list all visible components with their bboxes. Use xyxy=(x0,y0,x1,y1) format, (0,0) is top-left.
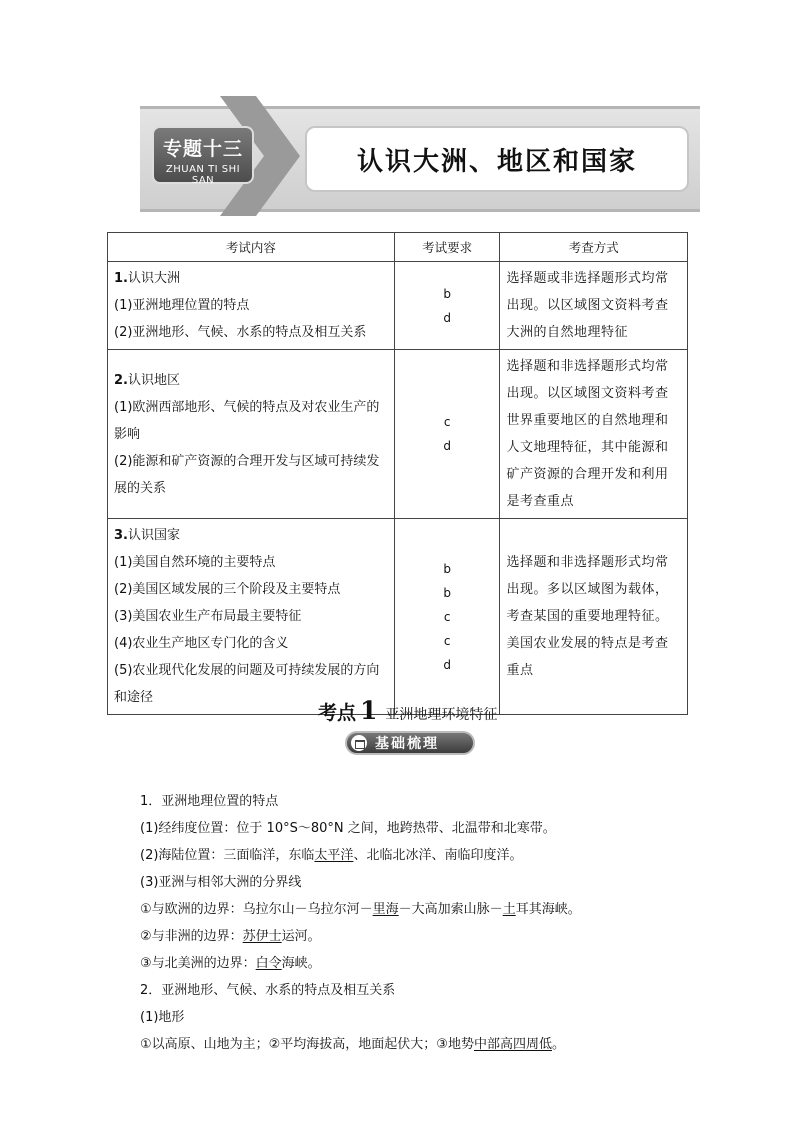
section-title: 亚洲地理环境特征 xyxy=(385,707,498,723)
topic-tag xyxy=(152,126,254,184)
content-line: (2)海陆位置：三面临洋，东临太平洋、北临北冰洋、南临印度洋。 xyxy=(140,848,523,863)
method-cell: 选择题和非选择题形式均常出现。以区域图文资料考查世界重要地区的自然地理和人文地理特征，其中能源和矿产资源的合理开发和利用是考查重点 xyxy=(500,350,688,519)
underlined-answer: 太平洋 xyxy=(314,848,354,863)
content-line: ③与北美洲的边界：白令海峡。 xyxy=(140,956,321,971)
requirement-level: d xyxy=(443,657,451,672)
topic-title-box xyxy=(305,126,689,192)
topic-tag-pinyin: ZHUAN TI SHI SAN xyxy=(165,164,241,186)
content-item: (2)美国区域发展的三个阶段及主要特点 xyxy=(114,582,341,597)
content-item: (2)能源和矿产资源的合理开发与区域可持续发展的关系 xyxy=(114,453,380,496)
section-label: 考点 xyxy=(318,702,357,724)
underlined-answer: 里海 xyxy=(372,902,399,917)
requirement-level: d xyxy=(443,439,451,453)
book-icon xyxy=(351,735,367,751)
basics-pill xyxy=(345,731,475,755)
requirement-level: b xyxy=(443,561,451,576)
row-heading: 3.认识国家 xyxy=(114,528,180,543)
column-header-requirement: 考试要求 xyxy=(394,233,500,262)
table-row xyxy=(108,262,688,350)
content-item: (1)亚洲地理位置的特点 xyxy=(114,298,250,313)
method-cell: 选择题或非选择题形式均常出现。以区域图文资料考查大洲的自然地理特征 xyxy=(500,262,688,350)
requirement-level: b xyxy=(443,286,451,301)
table-row xyxy=(108,350,688,519)
requirement-level: c xyxy=(443,633,451,648)
requirement-level: b xyxy=(443,585,451,600)
requirement-level: c xyxy=(443,609,451,624)
requirement-cell xyxy=(394,519,500,715)
column-header-method: 考查方式 xyxy=(500,233,688,262)
content-line: ①与欧洲的边界：乌拉尔山－乌拉尔河－里海－大高加索山脉－土耳其海峡。 xyxy=(140,902,581,917)
content-line: (3)亚洲与相邻大洲的分界线 xyxy=(140,875,302,890)
section-heading xyxy=(318,696,497,725)
content-item: (5)农业现代化发展的问题及可持续发展的方向和途径 xyxy=(114,663,380,705)
underlined-answer: 中部高四周低 xyxy=(473,1037,552,1052)
requirement-level: c xyxy=(443,415,451,429)
content-item: (2)亚洲地形、气候、水系的特点及相互关系 xyxy=(114,325,367,340)
content-item: (1)欧洲西部地形、气候的特点及对农业生产的影响 xyxy=(114,399,380,442)
table-row xyxy=(108,519,688,715)
topic-tag-label: 专题十三 xyxy=(162,138,243,160)
exam-requirements-table xyxy=(107,232,688,715)
topic-banner xyxy=(140,96,700,216)
column-header-content: 考试内容 xyxy=(108,233,395,262)
basics-pill-label: 基础梳理 xyxy=(375,736,439,752)
content-line: (1)经纬度位置：位于 10°S～80°N 之间，地跨热带、北温带和北寒带。 xyxy=(140,821,556,836)
row-heading: 1.认识大洲 xyxy=(114,271,180,286)
content-cell xyxy=(108,519,395,715)
underlined-answer: 苏伊士 xyxy=(242,929,282,944)
method-cell: 选择题和非选择题形式均常出现。多以区域图为载体，考查某国的重要地理特征。美国农业发展的特点是考查重点 xyxy=(500,519,688,715)
underlined-answer: 土 xyxy=(502,902,516,917)
content-line: ②与非洲的边界：苏伊士运河。 xyxy=(140,929,321,944)
content-cell xyxy=(108,262,395,350)
page-title: 认识大洲、地区和国家 xyxy=(356,146,637,177)
underlined-answer: 白令 xyxy=(255,956,282,971)
content-item: (1)美国自然环境的主要特点 xyxy=(114,555,276,570)
content-line: 2．亚洲地形、气候、水系的特点及相互关系 xyxy=(140,983,396,998)
content-line: 1．亚洲地理位置的特点 xyxy=(140,794,279,809)
row-heading: 2.认识地区 xyxy=(114,372,180,388)
content-item: (4)农业生产地区专门化的含义 xyxy=(114,636,289,651)
requirement-level: d xyxy=(443,310,451,325)
content-body xyxy=(140,788,750,1058)
content-line: (1)地形 xyxy=(140,1010,185,1025)
content-line: ①以高原、山地为主；②平均海拔高，地面起伏大；③地势中部高四周低。 xyxy=(140,1037,565,1052)
requirement-cell xyxy=(394,350,500,519)
content-item: (3)美国农业生产布局最主要特征 xyxy=(114,609,302,624)
content-cell xyxy=(108,350,395,519)
section-number: 1 xyxy=(360,696,378,725)
requirement-cell xyxy=(394,262,500,350)
table-header-row xyxy=(108,233,688,262)
